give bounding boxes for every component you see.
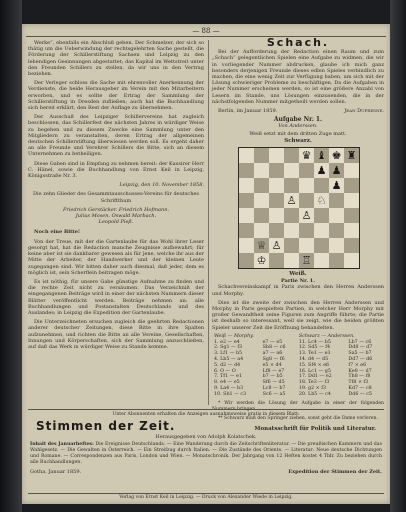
ad-editor: Herausgegeben von Adolph Kolatschek.	[155, 434, 257, 440]
ad-price: Der Jahrgang von 12 Heften kostet 4 Thlr. Zu beziehen durch alle Buchhandlungen.	[30, 454, 382, 465]
board-square	[239, 148, 254, 163]
move-cell: 14. d4 — d5	[298, 357, 329, 363]
move-cell: 11. Lc4 — b5	[298, 339, 331, 345]
board-square	[269, 193, 284, 208]
board-square	[344, 148, 359, 163]
board-square	[314, 208, 329, 223]
chess-piece-icon: ♜	[346, 149, 357, 163]
board-square	[269, 223, 284, 238]
board-label-white: Weiß.	[289, 271, 307, 278]
board-square	[299, 238, 314, 253]
advertisement-block	[28, 409, 384, 502]
board-square	[284, 163, 299, 178]
chess-piece-icon: ♟	[331, 179, 342, 193]
ad-contents-text: Die Ereignisse Deutschlands. — Eine Wanderung durch die Zeitschriftenliteratur. — Die preußischen Kammern und das Wahlgesetz. — Die Gewalten in Österreich. — Ein Streifzug durch Italien. — Die Zustände des Orients. — Literatur: Neue deutsche Dichtungen und Romane. — Correspondenzen aus Paris, London und Wien. — Monatschronik.	[30, 442, 383, 459]
chess-piece-icon: ♙	[271, 239, 282, 253]
board-square	[284, 193, 299, 208]
move-cell: 4. Lb5 — a4	[214, 357, 244, 363]
signatory-line: Julius Mosen. Oswald Marbach.	[75, 213, 157, 220]
move-cell: 13. Te1 — e3	[298, 351, 331, 357]
board-square	[239, 223, 254, 238]
board-square	[314, 148, 329, 163]
problem-intro: Weiß setzt mit dem dritten Zuge matt.	[249, 130, 347, 137]
move-cell: 9. La4 — b3	[214, 386, 244, 392]
board-square	[239, 238, 254, 253]
chess-piece-icon: ♝	[316, 149, 327, 163]
board-square	[329, 178, 344, 193]
move-cell: 8. e4 — e5	[214, 380, 240, 386]
move-cell: 2. Sg1 — f3	[214, 345, 243, 351]
board-square	[329, 253, 344, 268]
paragraph: Der Ausschuß des Leipziger Schillervereins hat zugleich beschlossen, das Schillerfest des nächsten Jahres in würdiger Weise zu begehen und zu diesem Zwecke eine Sammlung unter den Mitgliedern zu veranstalten, deren Ertrag der allgemeinen deutschen Schillerstiftung überwiesen werden soll. Es ergeht daher an alle Freunde und Verehrer Schillers die Bitte, sich an diesem Unternehmen zu betheiligen.	[28, 114, 204, 158]
board-square	[254, 253, 269, 268]
signatory-line: Friedrich Gerstäcker. Friedrich Hofmann.	[62, 206, 170, 213]
board-square	[239, 193, 254, 208]
left-column	[28, 40, 204, 405]
board-square	[329, 193, 344, 208]
board-square	[239, 208, 254, 223]
board-square	[269, 208, 284, 223]
moves-header-white: Weiß — Morphy.	[214, 333, 254, 339]
board-square	[239, 253, 254, 268]
author: Jean Dufresne.	[344, 108, 384, 115]
ad-contents	[30, 442, 382, 466]
move-cell: Lc8 — b7	[262, 386, 286, 392]
dateline: Berlin, im Januar 1859.	[218, 108, 278, 115]
move-cell: 17. Dd1 — e2	[298, 374, 332, 380]
board-square	[254, 163, 269, 178]
chess-piece-icon: ♖	[301, 254, 312, 268]
move-cell: Lf8 — e7	[262, 368, 285, 374]
board-square	[254, 193, 269, 208]
chess-piece-icon: ♚	[331, 149, 342, 163]
chess-piece-icon: ♟	[331, 164, 342, 178]
board-square	[254, 178, 269, 193]
move-cell: Sa5 — b7	[348, 351, 372, 357]
paragraph: Werke“, ebenfalls ein Abschluß geben. Der Schmelzer, der sich so thätig um die Ueberwindung der rechtsgelehrten Sache gestellt, die Förderung der Schillerstiftung Sachsen und Leipzig zu den lebendigen Gesinnungen abgestattet; das Kapital im Wettstreit unter den Freunden Schillers zu stellen, da wir uns in den Vertrag beziehen.	[28, 40, 204, 78]
binding-shadow-left	[0, 0, 22, 512]
committee-intro: Die zehn Glieder des Gesammtausschusses-Vereins für deutsches Schriftthum	[33, 191, 199, 204]
chess-piece-icon: ♔	[256, 254, 267, 268]
board-square	[344, 178, 359, 193]
chess-piece-icon: ♟	[316, 164, 327, 178]
paragraph: Die Unterzeichneten ersuchen zugleich die geehrten Redactionen anderer deutscher Zeitungen, diese Bitte in ihre Spalten aufzunehmen, und richten die Bitte an alle Vereine, Gesellschaften, Innungen und Körperschaften, sich der Sammlung anzuschließen, auf daß das Werk in würdiger Weise zu Stande komme.	[28, 319, 204, 350]
board-square	[299, 208, 314, 223]
board-square	[254, 148, 269, 163]
move-cell: Sg8 — f6	[262, 357, 285, 363]
ad-place-date: Gotha, Januar 1859.	[30, 469, 82, 475]
moves-table	[212, 334, 384, 398]
problem-author: Von Anderssen.	[278, 123, 318, 130]
board-square	[329, 208, 344, 223]
page-edge-right	[390, 0, 406, 512]
move-cell: 15. Sf4 × e6	[298, 362, 330, 368]
section-title: Noch eine Bitte!	[34, 229, 81, 236]
ad-contents-label: Inhalt des Januarheftes:	[30, 442, 94, 447]
board-square	[314, 223, 329, 238]
move-cell: 12. Sd5 — f4	[298, 345, 331, 351]
board-square	[329, 163, 344, 178]
board-square	[284, 178, 299, 193]
move-cell: Dd8 — d7	[348, 345, 373, 351]
move-cell: Dd6 — c5	[348, 391, 372, 397]
paragraph: Bei der Aufforderung der Redaction einen Raum und zum „Schach“ gelegentlichen Spielen eine Aufgabe zu widmen, die wir in vorliegender Nummer abdrucken, glaube ich mich ganz besonders derjenigen Freunde dieses edlen Spieles verbindlich zu machen, die eine wenig Zeit zur Verfügung haben, um sich mit der Lösung schwieriger Probleme zu beschäftigen. Da die Aufgaben in jeder Nummer erscheinen werden, so ist eine größere Anzahl von Lesern im Stande, uns Lösungen einzusenden, die in der nächstfolgenden Nummer mitgetheilt werden sollen.	[212, 49, 384, 105]
board-square	[284, 208, 299, 223]
move-row	[212, 357, 384, 363]
newspaper-page	[22, 24, 390, 504]
paragraph: Der Verleger schloss die Sache mit ehrenvoller Anerkennung der Verdienste, die beide Herausgeber im Verein mit den Mitarbeitern erworben, und es sollte der Ertrag der Sammlung der Schillerstiftung in Dresden zufließen; auch hat die Buchhandlung sich bereit erklärt, den Rest der Auflage zu übernehmen.	[28, 80, 204, 112]
board-square	[239, 163, 254, 178]
board-square	[329, 223, 344, 238]
move-cell: 5. d2 — d4	[214, 362, 241, 368]
column-divider	[208, 40, 209, 405]
move-cell: e7 — e5	[262, 339, 283, 345]
move-cell: 7. Tf1 — e1	[214, 374, 242, 380]
board-square	[269, 163, 284, 178]
imprint: Verlag von Ernst Keil in Leipzig. — Druck von Alexander Wiede in Leipzig.	[28, 493, 384, 500]
board-square	[314, 193, 329, 208]
board-square	[269, 238, 284, 253]
move-cell: 6. O — O	[214, 368, 236, 374]
board-square	[299, 253, 314, 268]
footnote: ** Schwarz muß den Springer ziehen, sonst geht die Dame verloren.	[218, 416, 378, 422]
ad-publisher: Expedition der Stimmen der Zeit.	[288, 469, 382, 475]
moves-header-black: Schwarz — Anderssen.	[298, 333, 355, 339]
move-cell: Ke8 — d7	[348, 368, 372, 374]
board-square	[344, 193, 359, 208]
board-square	[284, 223, 299, 238]
board-square	[254, 223, 269, 238]
move-cell: Tf8 × f3	[348, 380, 369, 386]
page-number: — 88 —	[192, 27, 220, 35]
move-cell: b7 — b5	[262, 374, 283, 380]
board-square	[344, 253, 359, 268]
board-square	[299, 193, 314, 208]
board-square	[269, 178, 284, 193]
paragraph: Diese Gaben sind in Empfang zu nehmen bereit: der Kassirer Herr C. Hänel, sowie die Buchhandlung von Ernst Keil in Leipzig, Königsstraße Nr. 3.	[28, 160, 204, 180]
board-label-black: Schwarz.	[284, 137, 312, 144]
board-square	[284, 238, 299, 253]
game-title: Partie Nr. 1.	[280, 278, 316, 285]
move-cell: 10. Sb1 — c3	[214, 391, 247, 397]
move-cell: Dd7 — d6	[348, 357, 373, 363]
move-cell: Sb8 — c6	[262, 345, 286, 351]
move-cell: f7 × e6	[348, 362, 367, 368]
paragraph: Von der Treue, mit der die Gartenlaube für das Wohl ihrer Leser gesorgt hat, hat die Redaction manche Zeugnisse aufbewahrt; für keine aber ist sie dankbarer gewesen als für jene, welche ihr aus der Mitte der Arbeiter, der Handwerker und der kleinen Leute zugegangen sind. Wir bitten daher auch diesmal, daß jeder, dem es möglich ist, sein Scherflein beitragen möge.	[28, 238, 204, 276]
header-rule	[26, 36, 386, 37]
move-cell: Sf6 — d5	[262, 380, 285, 386]
board-square	[344, 238, 359, 253]
chess-piece-icon: ♙	[301, 209, 312, 223]
move-cell: a7 — a6	[262, 351, 283, 357]
board-square	[344, 223, 359, 238]
ad-title: Stimmen der Zeit.	[36, 419, 176, 433]
ad-intro: Unter Abonnenten erhalten die Anzeigen ausnahmsweise gratis in diesem Blatt:	[112, 412, 300, 417]
board-square	[314, 163, 329, 178]
board-square	[299, 223, 314, 238]
move-cell: Th8 — f8	[348, 374, 371, 380]
chess-board	[238, 147, 360, 269]
board-square	[299, 163, 314, 178]
move-cell: Kd7 — c8	[348, 386, 372, 392]
board-square	[314, 253, 329, 268]
move-cell: 1. e2 — e4	[214, 339, 240, 345]
move-cell: Lb7 — c6	[348, 339, 372, 345]
ad-subtitle: Monatsschrift für Politik und Literatur.	[254, 426, 376, 432]
board-square	[239, 178, 254, 193]
move-cell: e5 × d4	[262, 362, 282, 368]
chess-piece-icon: ♛	[301, 149, 312, 163]
move-cell: 16. Lc1 — g5	[298, 368, 331, 374]
chess-diagram	[238, 147, 358, 269]
move-row	[212, 363, 384, 369]
move-cell: 18. Te3 — f3	[298, 380, 330, 386]
board-square	[254, 208, 269, 223]
move-cell: Sc6 — a5	[262, 391, 286, 397]
move-row	[212, 392, 384, 398]
move-cell: 20. Lb5 — c4	[298, 391, 331, 397]
paragraph: Dies ist die zweite der zwischen den Herren Anderssen und Morphy in Paris gespielten Partien, in welcher Herr Morphy mit großer Gewandtheit seine Figuren zum Angriffe führte; die Partie ist deshalb so interessant, weil sie zeigt, wie die beiden größten Spieler unserer Zeit die Eröffnung behandelten.	[212, 299, 384, 331]
board-square	[314, 238, 329, 253]
signatory-line: Leopold Pieß.	[98, 219, 134, 226]
footnote: * Wir werden die Lösung der Aufgabe in einer der folgenden Nummern bringen.	[212, 400, 384, 412]
board-square	[254, 238, 269, 253]
board-square	[269, 253, 284, 268]
move-cell: 3. Lf1 — b5	[214, 351, 243, 357]
board-square	[299, 148, 314, 163]
move-row	[212, 386, 384, 392]
paragraph: Es ist nöthig, für unsere Gabe günstige Aufnahme zu finden und die rechte Zeit nicht zu versäumen. Das Verzeichniß der eingegangenen Beiträge wird in einer der nächsten Nummern dieser Blätter veröffentlicht werden. Beiträge nehmen an: alle Buchhandlungen und Postanstalten Deutschlands und des Auslandes; in Leipzig die Expedition der Gartenlaube.	[28, 278, 204, 316]
board-square	[344, 163, 359, 178]
board-square	[284, 253, 299, 268]
problem-title: Aufgabe Nr. 1.	[273, 116, 323, 124]
board-square	[269, 148, 284, 163]
board-square	[314, 178, 329, 193]
board-square	[299, 178, 314, 193]
move-cell: 19. g2 × f3	[298, 386, 327, 392]
game-intro: Schachvereinskampf in Paris zwischen den Herren Anderssen und Morphy.	[212, 284, 384, 297]
board-square	[284, 148, 299, 163]
board-square	[329, 148, 344, 163]
dateline: Leipzig, den 10. November 1858.	[119, 182, 204, 189]
chess-heading: Schach.	[266, 36, 330, 49]
chess-piece-icon: ♘	[316, 194, 327, 208]
board-square	[344, 208, 359, 223]
chess-piece-icon: ♙	[286, 194, 297, 208]
right-column	[212, 36, 384, 422]
board-square	[329, 238, 344, 253]
chess-piece-icon: ♕	[256, 239, 267, 253]
